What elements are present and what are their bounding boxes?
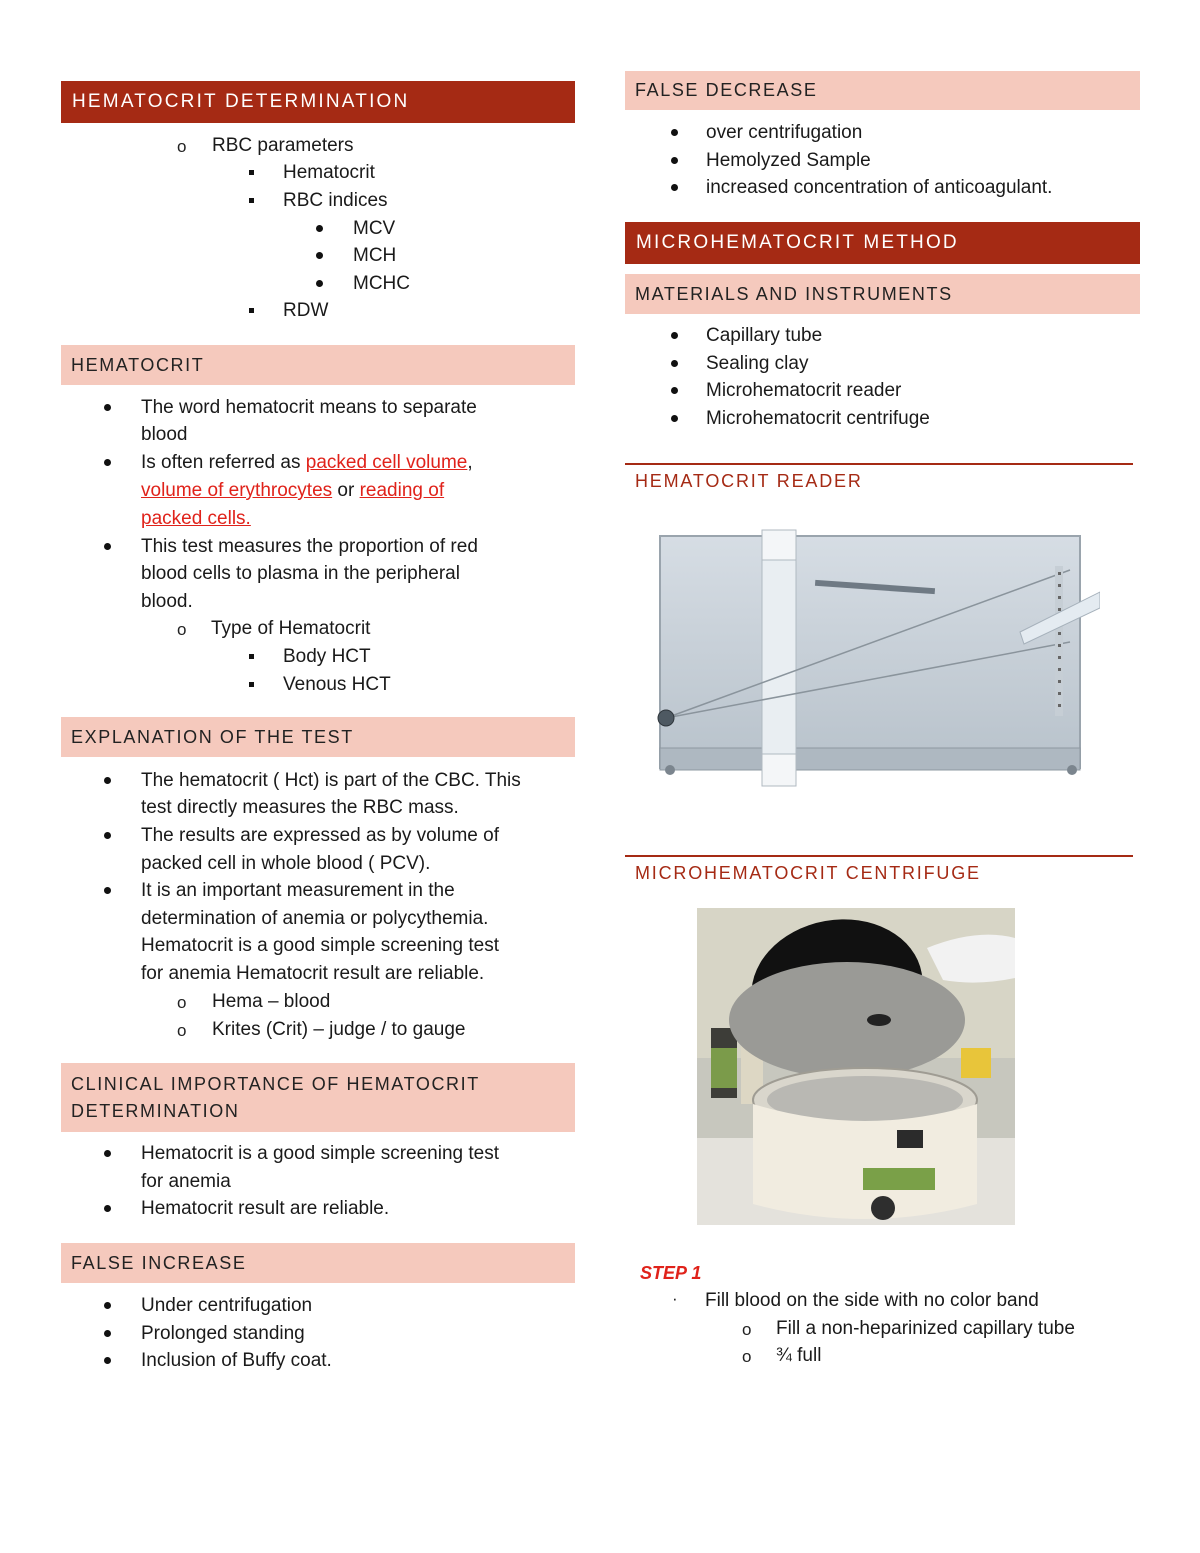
circle-bullet-icon: o — [177, 620, 187, 639]
section-title: MICROHEMATOCRIT METHOD — [636, 232, 959, 253]
paragraph-line: The hematocrit ( Hct) is part of the CBC. This — [141, 770, 521, 791]
paragraph-line: determination of anemia or polycythemia. — [141, 908, 489, 929]
section-title: FALSE DECREASE — [635, 80, 818, 100]
paragraph-line: Hematocrit is a good simple screening test — [141, 1143, 499, 1164]
list-item: Under centrifugation — [141, 1295, 313, 1316]
list-item: Microhematocrit centrifuge — [706, 408, 930, 429]
section-header-clinical-importance — [61, 1063, 575, 1132]
dash-bullet-icon: · — [672, 1289, 678, 1308]
centrifuge-illustration — [697, 908, 1015, 1225]
text-run: or — [332, 480, 360, 501]
list-item: increased concentration of anticoagulant. — [706, 177, 1053, 198]
section-title: HEMATOCRIT DETERMINATION — [72, 91, 410, 112]
section-title: FALSE INCREASE — [71, 1252, 247, 1273]
section-header-hematocrit-determination — [61, 81, 575, 123]
hematocrit-reader-illustration — [640, 522, 1100, 794]
step-label: STEP 1 — [640, 1263, 702, 1283]
paragraph-line: This test measures the proportion of red — [141, 536, 478, 557]
list-item: RDW — [283, 300, 329, 321]
list-item: MCH — [353, 245, 397, 266]
paragraph-line — [141, 477, 444, 504]
paragraph-line: Hematocrit is a good simple screening test — [141, 935, 499, 956]
circle-bullet-icon: o — [742, 1320, 752, 1339]
paragraph-line: test directly measures the RBC mass. — [141, 797, 459, 818]
section-header-false-decrease — [625, 71, 1140, 110]
list-item: Hema – blood — [212, 991, 331, 1012]
list-item: Fill a non-heparinized capillary tube — [776, 1318, 1075, 1339]
circle-bullet-icon: o — [177, 137, 187, 156]
section-header-explanation — [61, 717, 575, 757]
paragraph-line: It is an important measurement in the — [141, 880, 455, 901]
highlight-term: packed cells. — [141, 508, 251, 529]
list-item: ¾ full — [776, 1345, 822, 1366]
paragraph-line: blood. — [141, 591, 193, 612]
paragraph-line: packed cell in whole blood ( PCV). — [141, 853, 431, 874]
list-item: Sealing clay — [706, 353, 809, 374]
list-item: Venous HCT — [283, 674, 391, 695]
section-header-hematocrit-reader — [625, 463, 1133, 495]
circle-bullet-icon: o — [177, 1021, 187, 1040]
circle-bullet-icon: o — [177, 993, 187, 1012]
list-item: Prolonged standing — [141, 1323, 305, 1344]
text-run: Is often referred as — [141, 452, 306, 473]
section-header-materials — [625, 274, 1140, 314]
section-title: HEMATOCRIT — [71, 354, 205, 375]
list-item: Hemolyzed Sample — [706, 150, 871, 171]
paragraph-line: Hematocrit result are reliable. — [141, 1198, 390, 1219]
section-title: MATERIALS AND INSTRUMENTS — [635, 283, 953, 304]
section-title: CLINICAL IMPORTANCE OF HEMATOCRIT — [71, 1074, 480, 1094]
list-item: over centrifugation — [706, 122, 863, 143]
highlight-term: packed cell volume — [305, 452, 468, 473]
circle-bullet-icon: o — [742, 1347, 752, 1366]
paragraph-line: blood cells to plasma in the peripheral — [141, 563, 460, 584]
list-item: MCHC — [353, 273, 410, 294]
section-header-hematocrit — [61, 345, 575, 385]
list-item: Capillary tube — [706, 325, 823, 346]
paragraph-line: for anemia Hematocrit result are reliable. — [141, 963, 485, 984]
list-item: RBC indices — [283, 190, 388, 211]
section-header-false-increase — [61, 1243, 575, 1283]
paragraph-line: blood — [141, 424, 188, 445]
highlight-term: reading of — [359, 480, 445, 501]
list-item: Body HCT — [283, 646, 371, 667]
text-run: , — [467, 452, 473, 473]
list-item: Krites (Crit) – judge / to gauge — [212, 1019, 466, 1040]
microhematocrit-centrifuge-image — [697, 908, 1015, 1225]
paragraph-line — [141, 449, 473, 476]
hematocrit-reader-image — [640, 522, 1100, 794]
section-title: DETERMINATION — [71, 1101, 240, 1121]
section-title: EXPLANATION OF THE TEST — [71, 726, 354, 747]
highlight-term: volume of erythrocytes — [141, 480, 333, 501]
list-item: RBC parameters — [212, 135, 354, 156]
section-header-microhematocrit-centrifuge — [625, 855, 1133, 887]
list-item: MCV — [353, 218, 396, 239]
paragraph-line: for anemia — [141, 1171, 231, 1192]
section-title: HEMATOCRIT READER — [635, 471, 863, 491]
list-item: Type of Hematocrit — [211, 618, 371, 639]
paragraph-line: The results are expressed as by volume of — [141, 825, 500, 846]
list-item: Hematocrit — [283, 162, 375, 183]
list-item: Inclusion of Buffy coat. — [141, 1350, 332, 1371]
list-item: Microhematocrit reader — [706, 380, 902, 401]
section-header-microhematocrit-method — [625, 222, 1140, 264]
section-title: MICROHEMATOCRIT CENTRIFUGE — [635, 863, 981, 883]
paragraph-line: The word hematocrit means to separate — [141, 397, 477, 418]
list-item: Fill blood on the side with no color band — [705, 1290, 1039, 1311]
